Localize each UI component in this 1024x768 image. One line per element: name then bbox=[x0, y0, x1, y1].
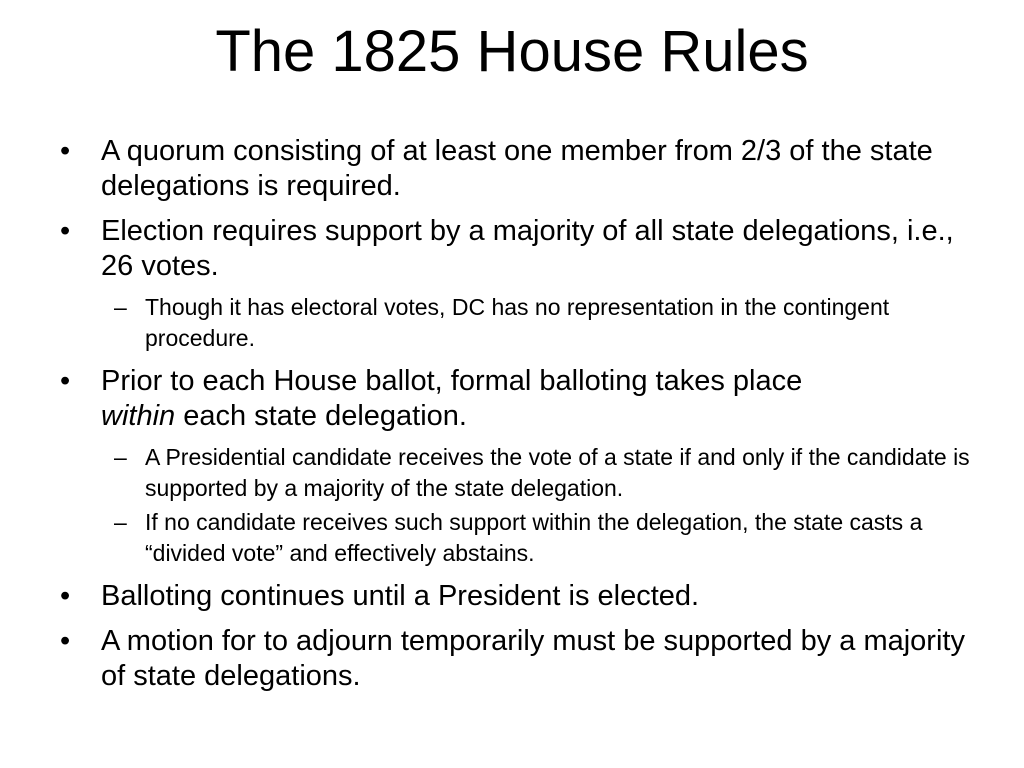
bullet-marker: • bbox=[60, 215, 71, 247]
bullet-item bbox=[56, 214, 976, 354]
slide-title: The 1825 House Rules bbox=[215, 19, 809, 84]
dash-marker: – bbox=[114, 509, 127, 535]
bullet-item bbox=[56, 579, 976, 614]
bullet-text-emphasis: within bbox=[101, 400, 176, 432]
bullet-item bbox=[56, 134, 976, 204]
bullet-marker: • bbox=[60, 135, 71, 167]
sub-bullet-item bbox=[101, 292, 976, 354]
bullet-marker: • bbox=[60, 580, 71, 612]
sub-bullet-item bbox=[101, 507, 976, 569]
sub-bullet-text: Though it has electoral votes, DC has no representation in the contingent procedure. bbox=[145, 294, 890, 351]
sub-bullet-text: If no candidate receives such support within the delegation, the state casts a “divided vote” and effectively abstains. bbox=[145, 509, 923, 566]
bullet-text-after: each state delegation. bbox=[175, 400, 467, 432]
bullet-text: Balloting continues until a President is elected. bbox=[101, 580, 700, 612]
bullet-item bbox=[56, 624, 976, 694]
sub-bullet-text: A Presidential candidate receives the vote of a state if and only if the candidate is supported by a majority of the state delegation. bbox=[145, 444, 970, 501]
bullet-item bbox=[56, 364, 976, 569]
bullet-marker: • bbox=[60, 365, 71, 397]
bullet-text-before: Prior to each House ballot, formal balloting takes place bbox=[101, 365, 803, 397]
sub-bullet-item bbox=[101, 442, 976, 504]
bullet-text: Election requires support by a majority of all state delegations, i.e., 26 votes. bbox=[101, 215, 954, 282]
bullet-text: A motion for to adjourn temporarily must be supported by a majority of state delegations. bbox=[101, 625, 965, 692]
sub-bullet-list bbox=[101, 442, 976, 569]
bullet-text: A quorum consisting of at least one member from 2/3 of the state delegations is required. bbox=[101, 135, 933, 202]
bullet-marker: • bbox=[60, 625, 71, 657]
dash-marker: – bbox=[114, 444, 127, 470]
dash-marker: – bbox=[114, 294, 127, 320]
bullet-list bbox=[56, 134, 976, 704]
sub-bullet-list bbox=[101, 292, 976, 354]
